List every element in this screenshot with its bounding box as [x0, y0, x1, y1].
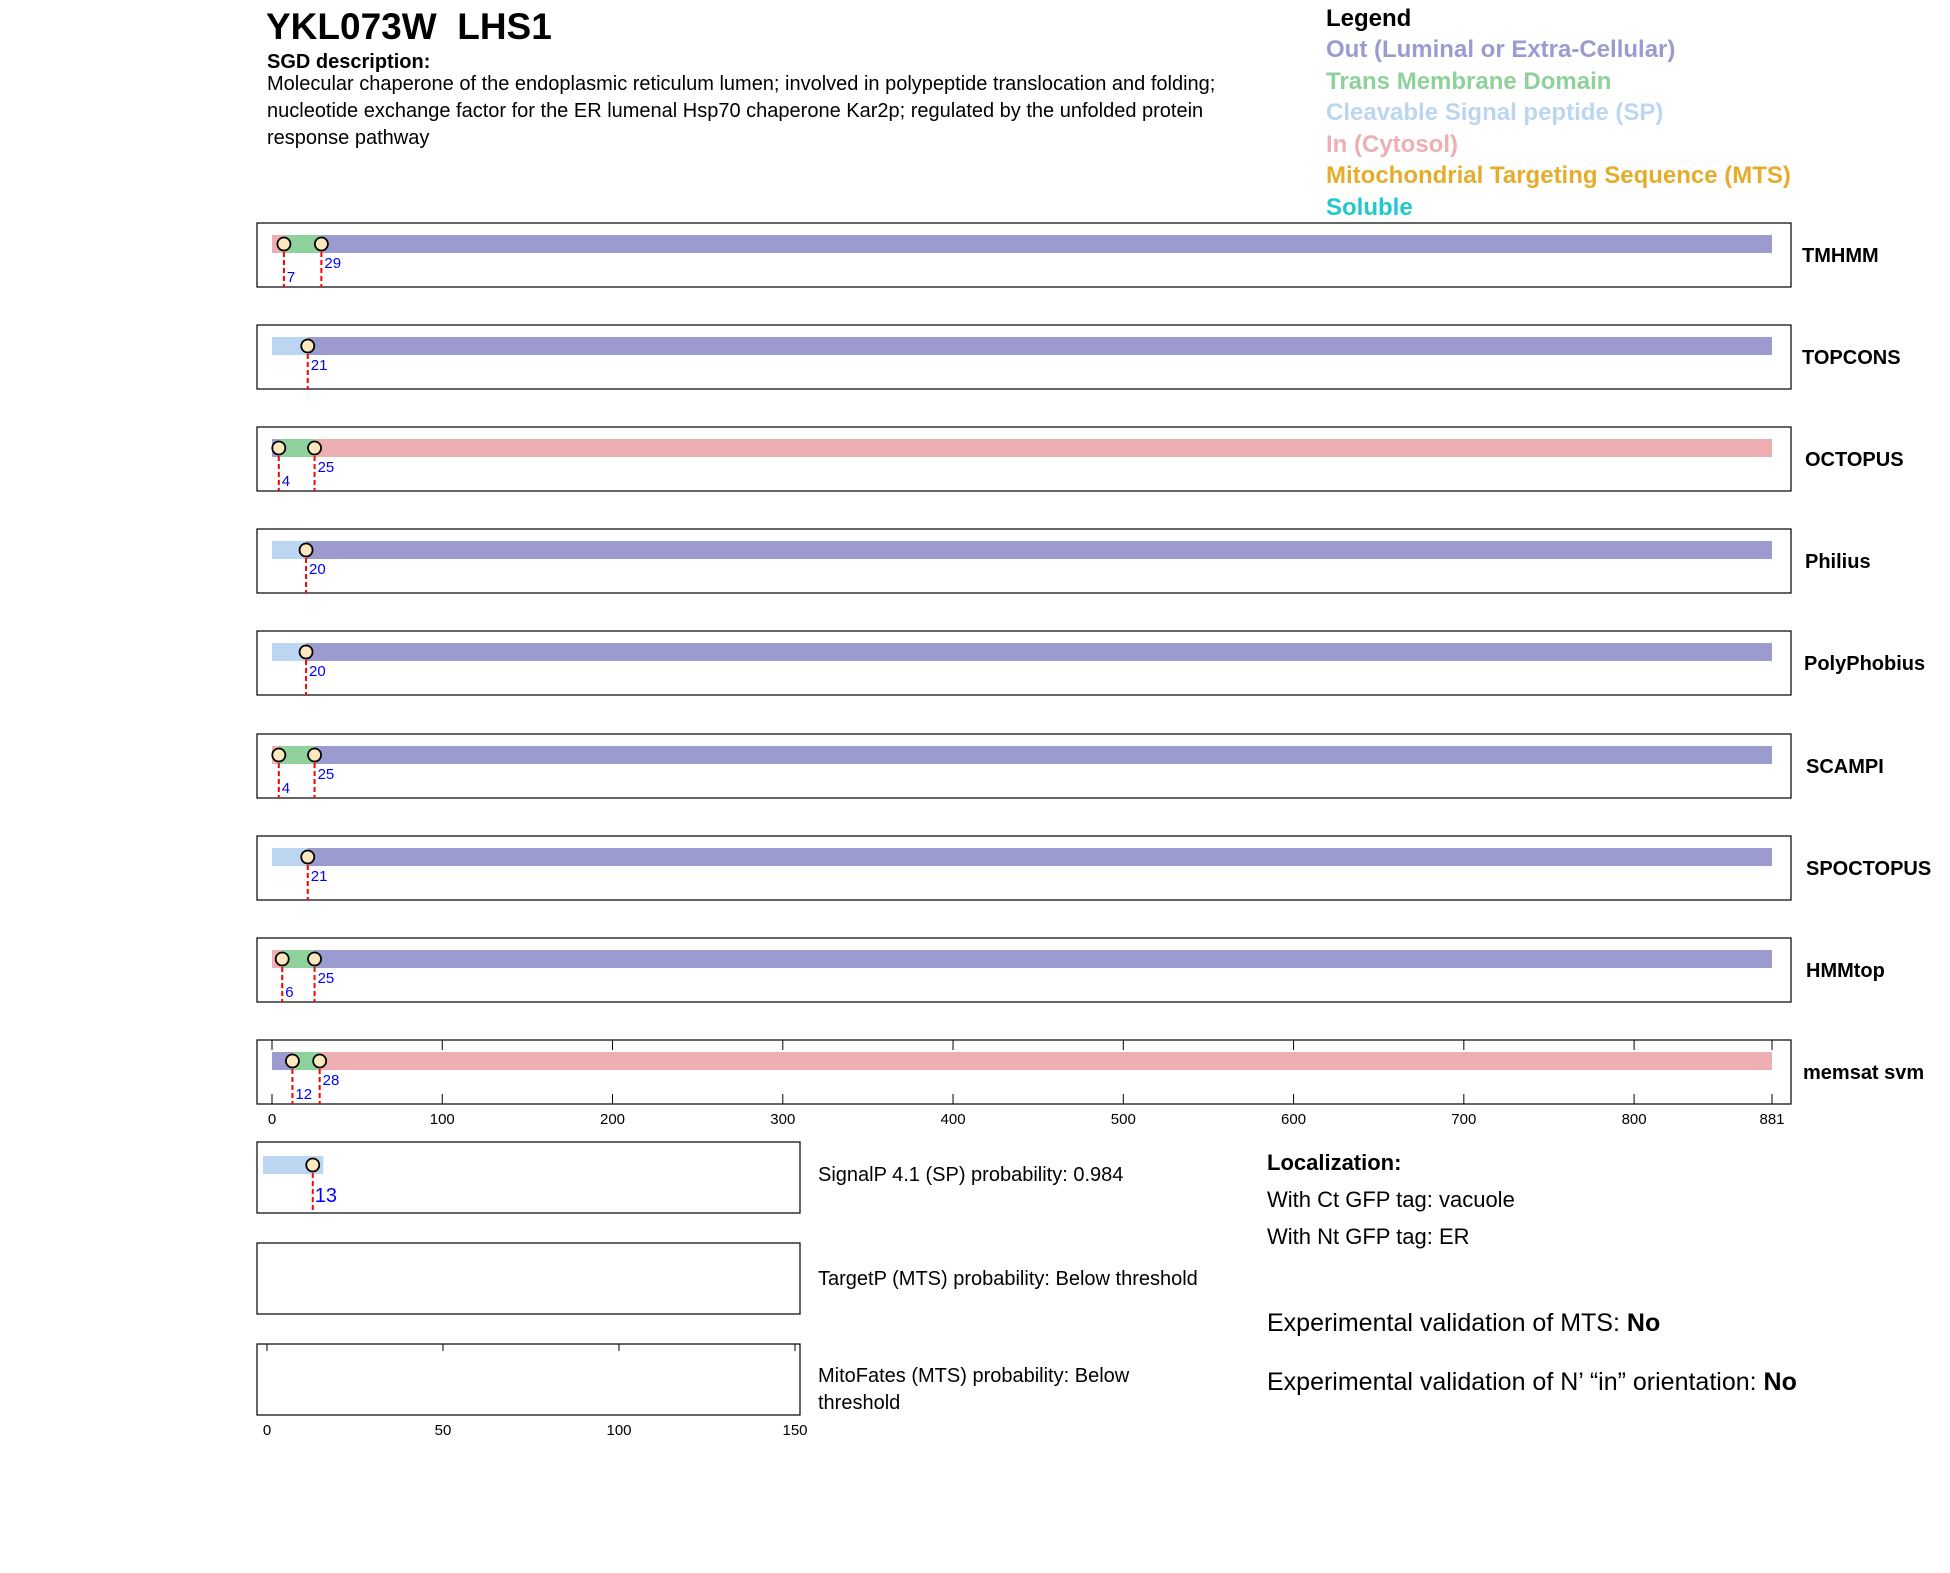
marker-circle-memsat-svm-1	[313, 1055, 326, 1068]
marker-label-hmmtop-1: 25	[317, 970, 335, 987]
marker-label-tmhmm-0: 7	[286, 269, 296, 286]
track-name-spoctopus: SPOCTOPUS	[1806, 858, 1932, 880]
small-x-tick-label-1: 50	[434, 1422, 452, 1439]
track-name-hmmtop: HMMtop	[1806, 960, 1885, 982]
marker-circle-tmhmm-0	[277, 238, 290, 251]
marker-circle-octopus-1	[308, 442, 321, 455]
validation-mts-value: No	[1626, 1309, 1661, 1337]
track-name-tmhmm: TMHMM	[1802, 245, 1879, 267]
track-name-topcons: TOPCONS	[1802, 347, 1901, 369]
marker-label-octopus-1: 25	[317, 459, 335, 476]
legend-item-sp: Cleavable Signal peptide (SP)	[1326, 99, 1664, 126]
x-tick-label-8: 800	[1621, 1111, 1647, 1128]
legend-title: Legend	[1326, 5, 1412, 32]
track-box-scampi	[257, 734, 1791, 798]
x-tick-label-7: 700	[1451, 1111, 1477, 1128]
panel-label-targetp: TargetP (MTS) probability: Below threshold	[818, 1268, 1198, 1290]
track-name-philius: Philius	[1805, 551, 1871, 573]
validation-mts-label: Experimental validation of MTS:	[1267, 1309, 1627, 1337]
legend-item-mts: Mitochondrial Targeting Sequence (MTS)	[1326, 162, 1791, 189]
marker-circle-scampi-0	[272, 749, 285, 762]
validation-nin-label: Experimental validation of N’ “in” orientation:	[1267, 1368, 1764, 1396]
localization-title: Localization:	[1267, 1150, 1402, 1175]
segment-polyphobius-1	[306, 643, 1772, 661]
legend-item-out: Out (Luminal or Extra-Cellular)	[1326, 36, 1676, 63]
legend-item-in: In (Cytosol)	[1326, 130, 1458, 158]
marker-label-tmhmm-1: 29	[324, 255, 342, 272]
track-box-polyphobius	[257, 631, 1791, 695]
localization-ct: With Ct GFP tag: vacuole	[1267, 1187, 1515, 1212]
track-box-topcons	[257, 325, 1791, 389]
panel-marker-circle-signalp-0	[306, 1159, 319, 1172]
marker-label-scampi-0: 4	[281, 780, 291, 797]
sgd-description-text: Molecular chaperone of the endoplasmic reticulum lumen; involved in polypeptide translocation and folding; nucleotide exchange factor for the ER lumenal Hsp70 chaperone Kar2p; regulated by the unfolded protein response pathway	[267, 73, 1216, 149]
x-tick-label-4: 400	[940, 1111, 966, 1128]
panel-box-signalp	[257, 1142, 800, 1213]
validation-nin	[1267, 1368, 1797, 1397]
segment-scampi-2	[315, 746, 1772, 764]
marker-label-spoctopus-0: 21	[310, 868, 328, 885]
marker-circle-hmmtop-1	[308, 953, 321, 966]
small-x-tick-label-3: 150	[782, 1422, 808, 1439]
segment-philius-1	[306, 541, 1772, 559]
segment-topcons-1	[308, 337, 1772, 355]
marker-circle-philius-0	[300, 544, 313, 557]
track-box-octopus	[257, 427, 1791, 491]
marker-label-philius-0: 20	[309, 561, 326, 578]
validation-nin-value: No	[1763, 1368, 1797, 1396]
localization-nt: With Nt GFP tag: ER	[1267, 1224, 1470, 1249]
track-box-tmhmm	[257, 223, 1791, 287]
small-x-tick-label-2: 100	[606, 1422, 632, 1439]
panel-box-targetp	[257, 1243, 800, 1314]
marker-circle-octopus-0	[272, 442, 285, 455]
marker-label-topcons-0: 21	[310, 357, 328, 374]
marker-circle-memsat-svm-0	[286, 1055, 299, 1068]
track-box-philius	[257, 529, 1791, 593]
small-x-tick-label-0: 0	[262, 1422, 272, 1439]
x-tick-label-1: 100	[429, 1111, 455, 1128]
legend-item-soluble: Soluble	[1326, 193, 1413, 221]
segment-hmmtop-2	[315, 950, 1772, 968]
x-tick-label-2: 200	[600, 1111, 626, 1128]
marker-label-memsat-svm-0: 12	[295, 1086, 313, 1103]
marker-circle-spoctopus-0	[301, 851, 314, 864]
legend-item-tm: Trans Membrane Domain	[1326, 67, 1612, 95]
validation-mts	[1267, 1309, 1660, 1338]
track-name-polyphobius: PolyPhobius	[1804, 653, 1926, 675]
marker-label-memsat-svm-1: 28	[322, 1072, 340, 1089]
segment-memsat-svm-2	[320, 1052, 1772, 1070]
track-name-memsat-svm: memsat svm	[1803, 1062, 1925, 1084]
panel-label-signalp: SignalP 4.1 (SP) probability: 0.984	[818, 1164, 1124, 1186]
track-name-octopus: OCTOPUS	[1805, 449, 1904, 471]
panel-box-mitofates	[257, 1344, 800, 1415]
marker-circle-topcons-0	[301, 340, 314, 353]
page-title: YKL073W LHS1	[266, 6, 552, 47]
x-tick-label-5: 500	[1110, 1111, 1136, 1128]
x-tick-label-0: 0	[267, 1111, 277, 1128]
marker-circle-tmhmm-1	[315, 238, 328, 251]
marker-circle-hmmtop-0	[276, 953, 289, 966]
marker-label-hmmtop-0: 6	[285, 984, 294, 1001]
x-tick-label-6: 600	[1281, 1111, 1307, 1128]
marker-label-scampi-1: 25	[317, 766, 335, 783]
track-box-memsat-svm	[257, 1040, 1791, 1104]
marker-circle-polyphobius-0	[300, 646, 313, 659]
panel-label-mitofates: MitoFates (MTS) probability: Below threshold	[818, 1365, 1130, 1414]
x-tick-label-3: 300	[770, 1111, 796, 1128]
x-tick-label-9: 881	[1759, 1111, 1785, 1128]
segment-spoctopus-1	[308, 848, 1772, 866]
panel-marker-label-signalp-0: 13	[314, 1185, 338, 1207]
track-name-scampi: SCAMPI	[1806, 756, 1884, 778]
sgd-description-label: SGD description:	[267, 51, 431, 73]
marker-circle-scampi-1	[308, 749, 321, 762]
marker-label-octopus-0: 4	[281, 473, 291, 490]
marker-label-polyphobius-0: 20	[309, 663, 326, 680]
track-box-spoctopus	[257, 836, 1791, 900]
segment-tmhmm-2	[321, 235, 1772, 253]
track-box-hmmtop	[257, 938, 1791, 1002]
segment-octopus-2	[315, 439, 1772, 457]
